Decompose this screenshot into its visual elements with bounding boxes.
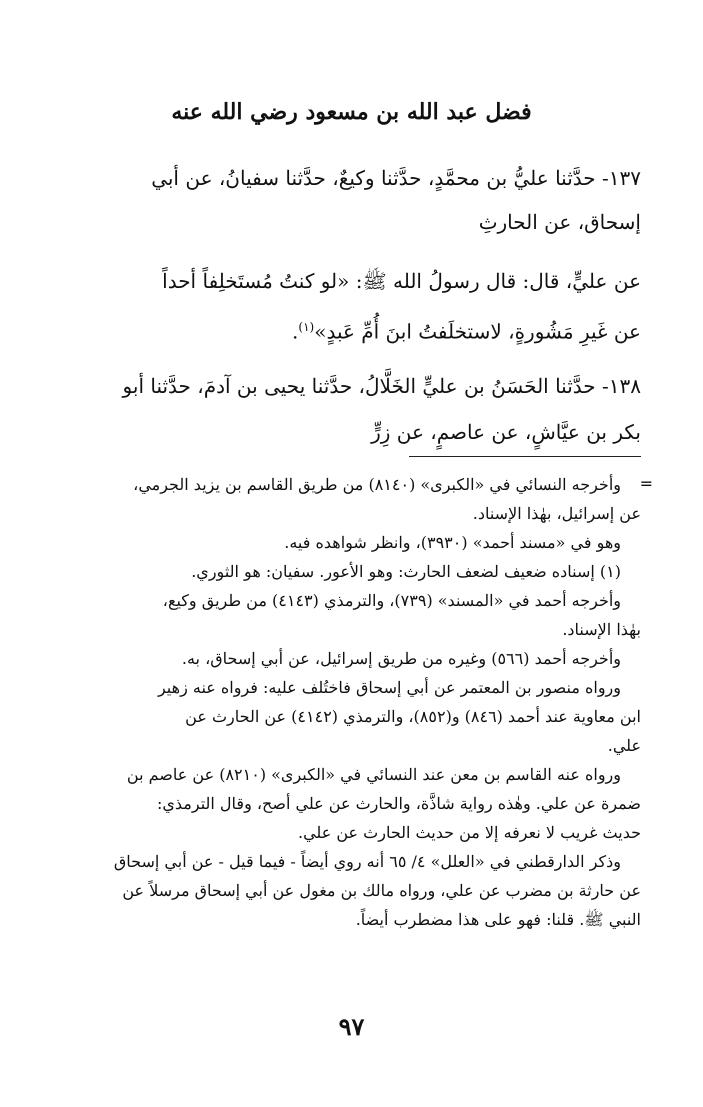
- footnote-line: عن حارثة بن مضرب عن علي، ورواه مالك بن مغول عن أبي إسحاق مرسلاً عن: [122, 881, 641, 900]
- footnote-line: وأخرجه أحمد (٥٦٦) وغيره من طريق إسرائيل، عن أبي إسحاق، به.: [181, 649, 621, 668]
- text-line: ١٣٧- حدَّثنا عليُّ بن محمَّدٍ، حدَّثنا وكيعٌ، حدَّثنا سفيانُ، عن أبي: [151, 166, 641, 190]
- text-line: إسحاق، عن الحارثِ: [478, 210, 641, 234]
- footnote-line: وأخرجه أحمد في «المسند» (٧٣٩)، والترمذي (٤١٤٣) من طريق وكيع،: [162, 591, 621, 610]
- footnote-line: وهو في «مسند أحمد» (٣٩٣٠)، وانظر شواهده فيه.: [284, 533, 621, 552]
- footnote-continuation-mark: =: [639, 474, 653, 493]
- footnote-line: وأخرجه النسائي في «الكبرى» (٨١٤٠) من طريق القاسم بن يزيد الجرمي،: [133, 475, 621, 494]
- text-line: [61, 304, 641, 355]
- footnote-line: ابن معاوية عند أحمد (٨٤٦) و(٨٥٢)، والترمذي (٤١٤٢) عن الحارث عن: [185, 707, 641, 726]
- footnote-line: وذكر الدارقطني في «العلل» ٤/ ٦٥ أنه روي أيضاً - فيما قيل - عن أبي إسحاق: [113, 852, 621, 871]
- footnote-line: النبي ﷺ. قلنا: فهو على هذا مضطرب أيضاً.: [355, 910, 641, 929]
- footnote-line: ورواه عنه القاسم بن معن عند النسائي في «الكبرى» (٨٢١٠) عن عاصم بن: [126, 765, 621, 784]
- hadith-137-chain: [61, 156, 641, 244]
- text-line: عن عليٍّ، قال: قال رسولُ الله ﷺ: «لو كنتُ مُستَخلِفاً أحداً: [162, 269, 641, 293]
- section-title: فضل عبد الله بن مسعود رضي الله عنه: [171, 99, 532, 125]
- footnote-line: ورواه منصور بن المعتمر عن أبي إسحاق فاختُلف عليه: فرواه عنه زهير: [157, 678, 621, 697]
- footnote-line: علي.: [607, 736, 641, 755]
- footnote-separator: [409, 456, 641, 457]
- footnote-line: بهٰذا الإسناد.: [562, 620, 641, 639]
- page-number: ٩٧: [338, 1012, 365, 1041]
- footnote-line: (١) إسناده ضعيف لضعف الحارث: وهو الأعور. سفيان: هو الثوري.: [191, 562, 621, 581]
- end-punctuation: .: [292, 319, 299, 344]
- footnote-line: عن إسرائيل، بهٰذا الإسناد.: [472, 504, 641, 523]
- footnote-line: ضمرة عن علي. وهٰذه رواية شاذَّة، والحارث عن علي أصح، وقال الترمذي:: [156, 794, 641, 813]
- footnote-line: حديث غريب لا نعرفه إلا من حديث الحارث عن علي.: [297, 823, 641, 842]
- footnotes: [61, 470, 641, 934]
- hadith-137-text: [61, 258, 641, 355]
- text-segment: عن غَيرِ مَشُورةٍ، لاستخلَفتُ ابنَ أُمِّ عَبدٍ»: [314, 319, 641, 344]
- text-line: ١٣٨- حدَّثنا الحَسَنُ بن عليٍّ الخَلَّالُ، حدَّثنا يحيى بن آدمَ، حدَّثنا أبو: [122, 374, 641, 398]
- hadith-138-chain: [61, 363, 641, 455]
- text-line: بكر بن عيَّاشٍ، عن عاصمٍ، عن زِرٍّ: [371, 420, 641, 444]
- footnote-reference[interactable]: (١): [298, 320, 315, 334]
